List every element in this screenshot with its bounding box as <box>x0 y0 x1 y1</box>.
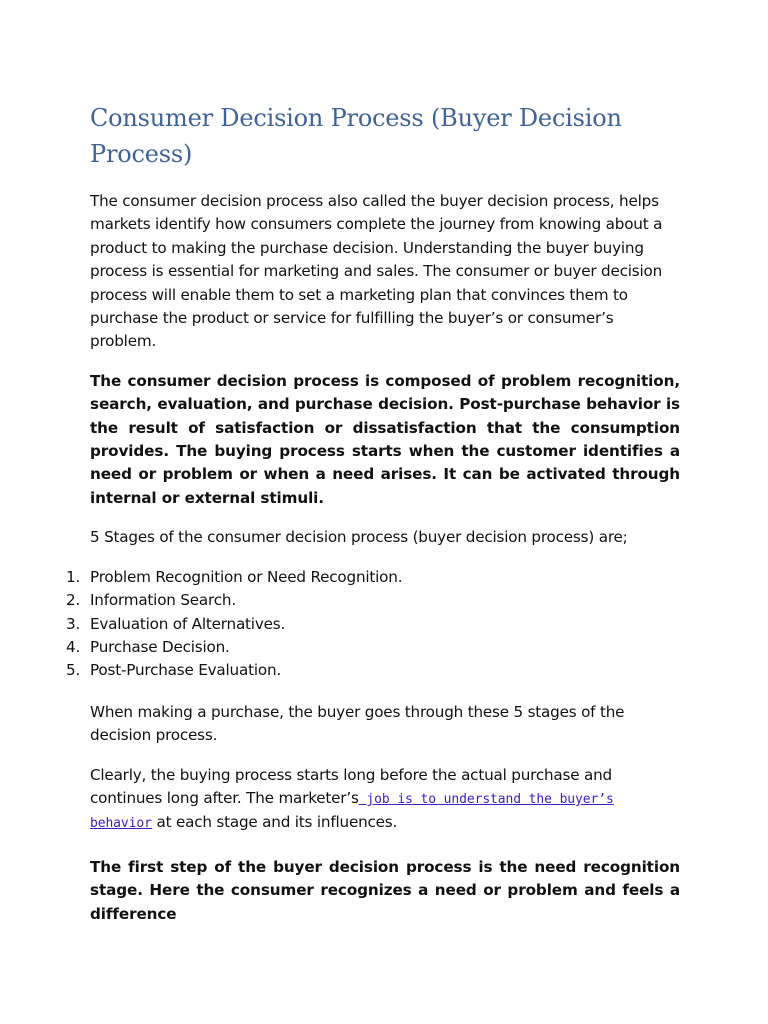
bold-summary-paragraph: The consumer decision process is composed of problem recognition, search, evaluation, and purchase decision. Post-purchase behavior is the result of satisfaction or dissatisfaction that the consumption provides. The buying process starts when the customer identifies a need or problem or when a need arises. It can be activated through internal or external stimuli. <box>90 371 680 507</box>
stages-list <box>66 566 680 683</box>
stage-item <box>66 636 680 659</box>
stage-number: 2. <box>66 591 81 610</box>
stage-item <box>66 589 680 612</box>
stage-text: Problem Recognition or Need Recognition. <box>90 567 403 586</box>
stage-number: 3. <box>66 614 81 633</box>
intro-paragraph: The consumer decision process also called the buyer decision process, helps markets identify how consumers complete the journey from knowing about a product to making the purchase decision. Understanding the buyer buying process is essential for marketing and sales. The consumer or buyer decision process will enable them to set a marketing plan that convinces them to purchase the product or service for fulfilling the buyer’s or consumer’s problem. <box>90 192 663 351</box>
buyer-behavior-link[interactable]: job is to understand the buyer’s behavior <box>90 791 614 832</box>
stage-number: 4. <box>66 637 81 656</box>
final-bold-paragraph: The first step of the buyer decision process is the need recognition stage. Here the consumer recognizes a need or problem and feels a difference <box>90 857 680 923</box>
clearly-paragraph <box>90 764 680 836</box>
stage-number: 5. <box>66 661 81 680</box>
stage-item <box>66 659 680 682</box>
page-title: Consumer Decision Process (Buyer Decision Process) <box>90 104 622 168</box>
stages-intro: 5 Stages of the consumer decision process (buyer decision process) are; <box>90 528 628 547</box>
stage-text: Post-Purchase Evaluation. <box>90 661 282 680</box>
stage-number: 1. <box>66 567 81 586</box>
stage-text: Information Search. <box>90 591 236 610</box>
purchase-paragraph: When making a purchase, the buyer goes through these 5 stages of the decision process. <box>90 702 625 745</box>
clearly-text-after-link: at each stage and its influences. <box>151 813 398 832</box>
clearly-text-before-link: Clearly, the buying process starts long before the actual purchase and continues long after. The marketer’s <box>90 765 612 807</box>
stage-text: Evaluation of Alternatives. <box>90 614 286 633</box>
stage-item <box>66 613 680 636</box>
document-content <box>66 100 680 942</box>
stage-text: Purchase Decision. <box>90 637 230 656</box>
stage-item <box>66 566 680 589</box>
